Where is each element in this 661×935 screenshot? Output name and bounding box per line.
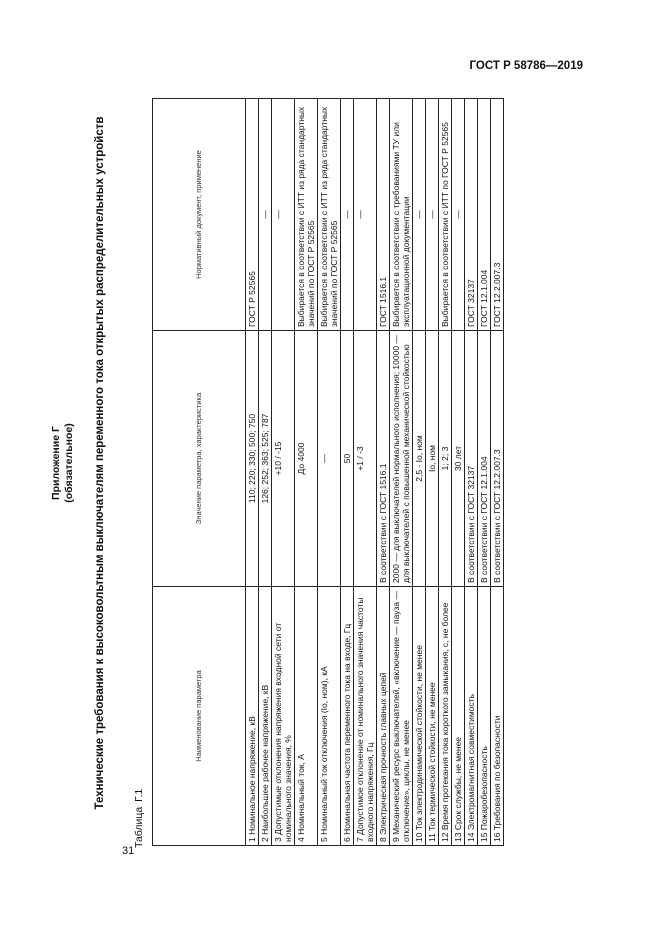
table-row [426, 99, 439, 846]
param-name: 13 Срок службы, не менее [452, 587, 465, 846]
param-document: — [259, 99, 272, 331]
param-document: ГОСТ 1516.1 [377, 99, 390, 331]
table-row [439, 99, 452, 846]
table-row [465, 99, 478, 846]
section-title: Технические требования к высоковольтным выключателям переменного тока открытых распределительных устройств [94, 116, 106, 810]
table-row [452, 99, 465, 846]
table-label-word: Таблица [133, 806, 145, 848]
param-name: 14 Электромагнитная совместимость [465, 587, 478, 846]
param-document: Выбирается в соответствии с ИТТ из ряда стандартных значений по ГОСТ Р 52565 [318, 99, 341, 331]
requirements-table [152, 98, 504, 846]
param-name: 1 Номинальное напряжение, кВ [246, 587, 259, 846]
param-name: 5 Номинальный ток отключения (Iо, ном), кА [318, 587, 341, 846]
param-document: ГОСТ 12.2.007.3 [491, 99, 504, 331]
table-row [246, 99, 259, 846]
param-value: В соответствии с ГОСТ 12.1.004 [478, 331, 491, 587]
table-row [377, 99, 390, 846]
table-row [390, 99, 413, 846]
table-label [133, 789, 145, 848]
param-value: +1 / -3 [354, 331, 377, 587]
param-document: ГОСТ Р 52565 [246, 99, 259, 331]
table-row [491, 99, 504, 846]
table-row [413, 99, 426, 846]
param-document: — [354, 99, 377, 331]
document-code: ГОСТ Р 58786—2019 [469, 60, 583, 72]
param-value: 50 [341, 331, 354, 587]
param-document: Выбирается в соответствии с ИТТ из ряда стандартных значений по ГОСТ Р 52565 [295, 99, 318, 331]
param-name: 11 Ток термической стойкости, не менее [426, 587, 439, 846]
table-row [341, 99, 354, 846]
param-name: 12 Время протекания тока короткого замыкания, с, не более [439, 587, 452, 846]
param-name: 6 Номинальная частота переменного тока на входе, Гц [341, 587, 354, 846]
param-value: 2000 — для выключателей нормального исполнения; 10000 — для выключателей с повышенной механической стойкостью [390, 331, 413, 587]
appendix-heading [50, 78, 76, 848]
param-name: 16 Требования по безопасности [491, 587, 504, 846]
param-document: — [272, 99, 295, 331]
param-value: 126; 252; 363; 525; 787 [259, 331, 272, 587]
param-document: — [341, 99, 354, 331]
param-value: Iо, ном [426, 331, 439, 587]
table-row [354, 99, 377, 846]
param-value: 30 лет [452, 331, 465, 587]
param-name: 10 Ток электродинамической стойкости, не менее [413, 587, 426, 846]
table-header-row [153, 99, 246, 846]
param-name: 9 Механический ресурс выключателей, «включение — пауза — отключение», циклы, не менее [390, 587, 413, 846]
rotated-page-content [48, 78, 588, 848]
table-row [318, 99, 341, 846]
param-document: Выбирается в соответствии с требованиями ТУ или эксплуатационной документации [390, 99, 413, 331]
table-label-number: Г.1 [133, 788, 145, 802]
param-value: 110; 220; 330; 500; 750 [246, 331, 259, 587]
page-number: 31 [122, 845, 135, 857]
param-document: ГОСТ 12.1.004 [478, 99, 491, 331]
param-value: В соответствии с ГОСТ 12.2.007.3 [491, 331, 504, 587]
param-value: В соответствии с ГОСТ 32137 [465, 331, 478, 587]
param-name: 3 Допустимые отклонения напряжения входной сети от номинального значения, % [272, 587, 295, 846]
param-document: Выбирается в соответствии с ИТТ по ГОСТ Р 52565 [439, 99, 452, 331]
param-document: — [426, 99, 439, 331]
param-document: — [413, 99, 426, 331]
header-parameter-value: Значение параметра, характеристика [153, 331, 246, 587]
header-normative-document: Нормативный документ, применение [153, 99, 246, 331]
table-row [295, 99, 318, 846]
header-parameter-name: Наименование параметра [153, 587, 246, 846]
param-name: 15 Пожаробезопасность [478, 587, 491, 846]
table-row [259, 99, 272, 846]
param-value: 1; 2; 3 [439, 331, 452, 587]
param-document: ГОСТ 32137 [465, 99, 478, 331]
param-value: 2,5 · Iо, ном [413, 331, 426, 587]
param-name: 7 Допустимое отклонение от номинального значения частоты входного напряжения, Гц [354, 587, 377, 846]
param-name: 4 Номинальный ток, А [295, 587, 318, 846]
param-value: В соответствии с ГОСТ 1516.1 [377, 331, 390, 587]
param-document: — [452, 99, 465, 331]
appendix-subtitle: (обязательное) [63, 423, 75, 503]
param-name: 2 Наибольшее рабочее напряжение, кВ [259, 587, 272, 846]
param-value: — [318, 331, 341, 587]
table-row [478, 99, 491, 846]
param-value: До 4000 [295, 331, 318, 587]
param-value: +10 / -15 [272, 331, 295, 587]
param-name: 8 Электрическая прочность главных цепей [377, 587, 390, 846]
appendix-title: Приложение Г [50, 426, 62, 500]
table-row [272, 99, 295, 846]
